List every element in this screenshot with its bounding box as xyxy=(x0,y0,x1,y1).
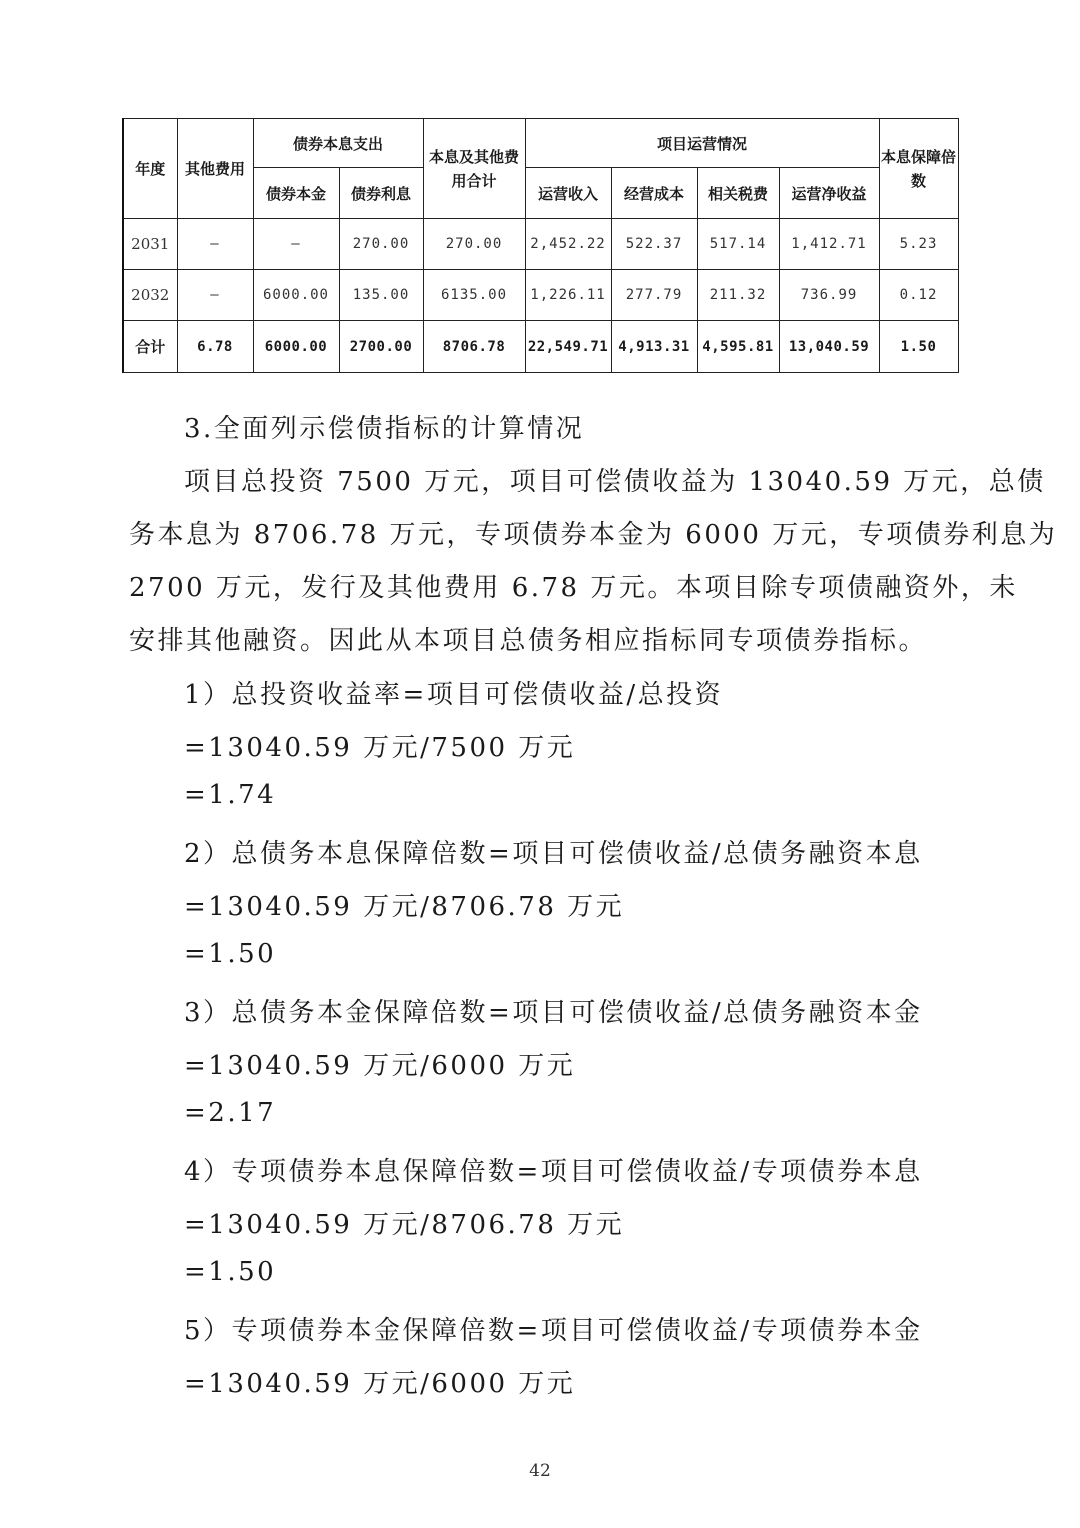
cell-cost: 522.37 xyxy=(611,219,697,270)
formula-line: =13040.59 万元/6000 万元 xyxy=(184,1051,576,1081)
cell-principal: 6000.00 xyxy=(253,270,339,321)
cell-tax: 4,595.81 xyxy=(697,321,779,373)
page-number: 42 xyxy=(529,1461,551,1481)
cell-total: 6135.00 xyxy=(423,270,525,321)
cell-income: 1,226.11 xyxy=(525,270,611,321)
formula-heading: 4）专项债券本息保障倍数=项目可偿债收益/专项债券本息 xyxy=(184,1157,923,1187)
cell-ratio: 1.50 xyxy=(879,321,958,373)
cell-total: 8706.78 xyxy=(423,321,525,373)
table-row xyxy=(123,219,958,270)
formula-heading: 5）专项债券本金保障倍数=项目可偿债收益/专项债券本金 xyxy=(184,1316,923,1346)
table-total-row xyxy=(123,321,958,373)
cell-other: 6.78 xyxy=(177,321,253,373)
cell-ratio: 5.23 xyxy=(879,219,958,270)
header-coverage: 本息保障倍数 xyxy=(879,119,958,219)
header-total-fees: 本息及其他费用合计 xyxy=(423,119,525,219)
header-ops-cost: 经营成本 xyxy=(611,168,697,219)
paragraph-line: 安排其他融资。因此从本项目总债务相应指标同专项债券指标。 xyxy=(129,626,928,656)
formula-heading: 1）总投资收益率=项目可偿债收益/总投资 xyxy=(184,680,724,710)
formula-line: =13040.59 万元/8706.78 万元 xyxy=(184,1210,625,1240)
header-bond-principal: 债券本金 xyxy=(253,168,339,219)
cell-net: 736.99 xyxy=(779,270,879,321)
cell-interest: 135.00 xyxy=(339,270,423,321)
formula-result: =1.74 xyxy=(184,780,277,810)
formula-heading: 3）总债务本金保障倍数=项目可偿债收益/总债务融资本金 xyxy=(184,998,923,1028)
cell-cost: 277.79 xyxy=(611,270,697,321)
header-year: 年度 xyxy=(123,119,177,219)
header-taxes: 相关税费 xyxy=(697,168,779,219)
cell-income: 2,452.22 xyxy=(525,219,611,270)
cell-year: 2032 xyxy=(123,270,177,321)
cell-income: 22,549.71 xyxy=(525,321,611,373)
cell-year: 2031 xyxy=(123,219,177,270)
table-row xyxy=(123,270,958,321)
cell-tax: 211.32 xyxy=(697,270,779,321)
formula-line: =13040.59 万元/8706.78 万元 xyxy=(184,892,625,922)
cell-other: – xyxy=(177,270,253,321)
debt-service-table xyxy=(122,118,959,373)
cell-principal: 6000.00 xyxy=(253,321,339,373)
cell-ratio: 0.12 xyxy=(879,270,958,321)
cell-tax: 517.14 xyxy=(697,219,779,270)
cell-total-label: 合计 xyxy=(123,321,177,373)
cell-total: 270.00 xyxy=(423,219,525,270)
paragraph-line: 务本息为 8706.78 万元，专项债券本金为 6000 万元，专项债券利息为 xyxy=(129,520,1058,550)
header-net-income: 运营净收益 xyxy=(779,168,879,219)
header-ops-income: 运营收入 xyxy=(525,168,611,219)
header-other-fees: 其他费用 xyxy=(177,119,253,219)
formula-result: =2.17 xyxy=(184,1098,277,1128)
formula-result: =1.50 xyxy=(184,1257,277,1287)
paragraph-line: 2700 万元，发行及其他费用 6.78 万元。本项目除专项债融资外，未 xyxy=(129,573,1018,603)
header-ops-group: 项目运营情况 xyxy=(525,119,879,168)
header-bond-interest: 债券利息 xyxy=(339,168,423,219)
cell-interest: 2700.00 xyxy=(339,321,423,373)
header-bond-group: 债券本息支出 xyxy=(253,119,423,168)
cell-net: 13,040.59 xyxy=(779,321,879,373)
cell-interest: 270.00 xyxy=(339,219,423,270)
paragraph-line: 项目总投资 7500 万元，项目可偿债收益为 13040.59 万元，总债 xyxy=(184,467,1046,497)
cell-cost: 4,913.31 xyxy=(611,321,697,373)
formula-line: =13040.59 万元/6000 万元 xyxy=(184,1369,576,1399)
cell-principal: – xyxy=(253,219,339,270)
formula-heading: 2）总债务本息保障倍数=项目可偿债收益/总债务融资本息 xyxy=(184,839,923,869)
section-title: 3.全面列示偿债指标的计算情况 xyxy=(184,414,585,444)
formula-result: =1.50 xyxy=(184,939,277,969)
formula-line: =13040.59 万元/7500 万元 xyxy=(184,733,576,763)
cell-other: – xyxy=(177,219,253,270)
cell-net: 1,412.71 xyxy=(779,219,879,270)
